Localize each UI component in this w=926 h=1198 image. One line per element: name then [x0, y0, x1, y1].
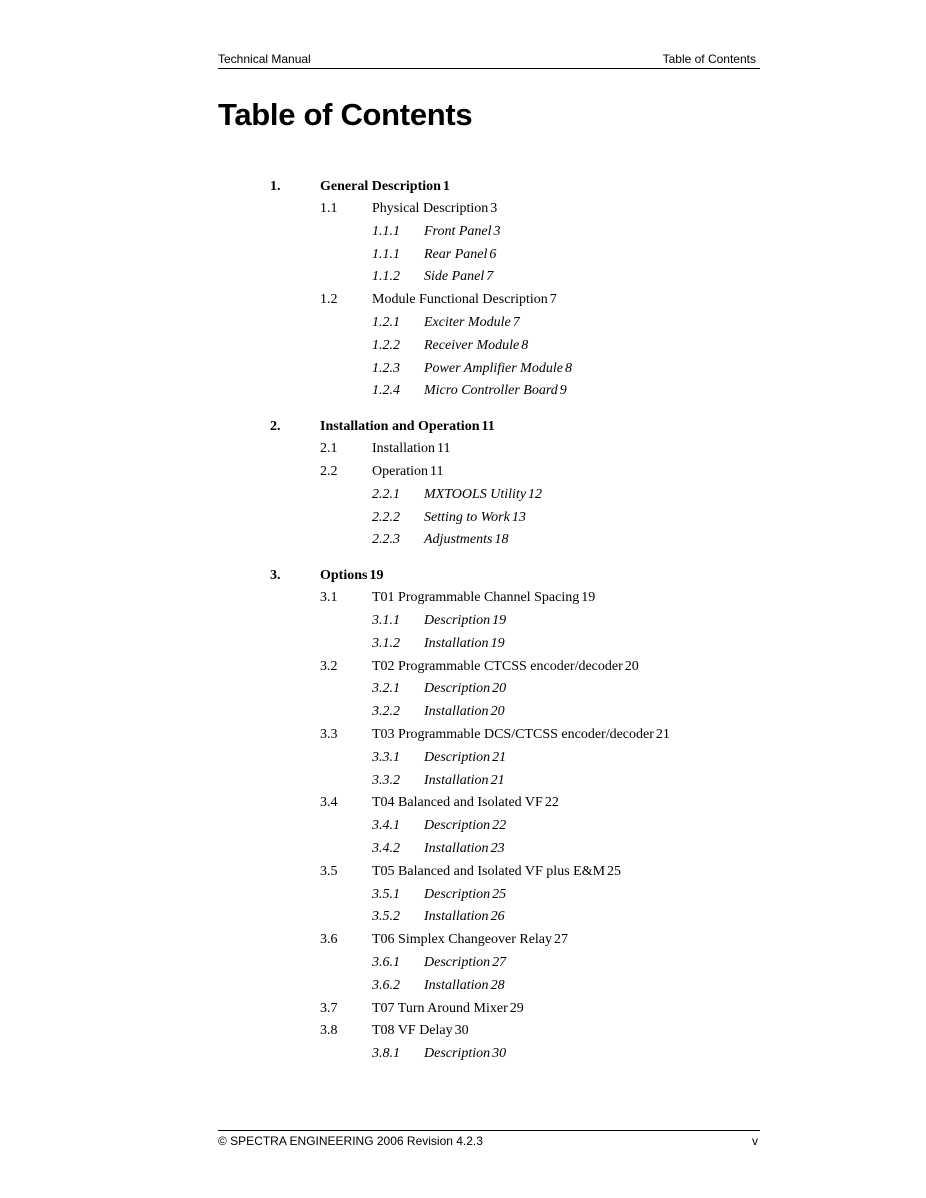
page-title: Table of Contents	[218, 97, 473, 132]
toc-entry-page: 18	[494, 532, 509, 548]
toc-entry-page: 21	[490, 772, 505, 788]
toc-entry-number: 1.2.4	[372, 383, 400, 399]
toc-entry-page: 27	[492, 955, 507, 970]
toc-entry-label: Installation and Operation	[320, 419, 480, 435]
toc-entry-label: T01 Programmable Channel Spacing	[372, 590, 580, 606]
toc-entry-label: T03 Programmable DCS/CTCSS encoder/decoder	[372, 727, 654, 742]
toc-entry-number: 1.1.1	[372, 223, 400, 239]
toc-entry-number: 1.2	[320, 292, 338, 308]
toc-entry-number: 3.	[270, 568, 281, 584]
toc-entry-label: Side Panel	[424, 269, 485, 285]
toc-entry-label: MXTOOLS Utility	[424, 486, 527, 502]
toc-entry-page: 12	[528, 486, 543, 502]
toc-entry-page: 23	[490, 841, 505, 856]
toc-entry-number: 3.1	[320, 590, 338, 606]
toc-entry-number: 3.6.2	[372, 977, 400, 993]
toc-entry-label: Options	[320, 568, 368, 584]
toc-entry-page: 11	[429, 464, 444, 479]
toc-entry-number: 3.6	[320, 932, 338, 948]
toc-entry-number: 3.2.2	[372, 704, 400, 720]
toc-entry-page: 30	[454, 1023, 469, 1039]
toc-entry-label: Description	[424, 613, 491, 628]
toc-entry-label: Installation	[424, 977, 489, 993]
toc-entry-number: 3.3.1	[372, 749, 400, 765]
toc-entry-number: 3.5	[320, 863, 338, 879]
toc-entry-page: 6	[489, 246, 497, 262]
toc-entry-number: 3.4	[320, 795, 338, 811]
toc-entry-page: 21	[655, 727, 670, 742]
toc-entry-label: Description	[424, 818, 491, 834]
toc-entry-number: 3.3	[320, 727, 338, 742]
toc-entry-number: 2.2.1	[372, 486, 400, 502]
toc-entry-page: 1	[442, 179, 450, 194]
toc-entry-page: 27	[554, 932, 569, 948]
toc-entry-number: 2.2	[320, 464, 338, 479]
toc-entry-page: 30	[492, 1046, 507, 1062]
toc-entry-page: 19	[490, 635, 505, 651]
toc-entry-label: Installation	[424, 841, 489, 856]
running-footer	[218, 1130, 760, 1149]
toc-entry-label: Installation	[424, 909, 489, 925]
toc-entry-page: 7	[549, 292, 557, 308]
toc-entry-number: 3.8	[320, 1023, 338, 1039]
toc-entry-label: Installation	[424, 704, 489, 720]
toc-entry-page: 19	[492, 613, 507, 628]
toc-entry-number: 3.1.1	[372, 613, 400, 628]
toc-entry-label: Front Panel	[424, 223, 492, 239]
toc-entry-label: Module Functional Description	[372, 292, 548, 308]
toc-entry-number: 3.4.1	[372, 818, 400, 834]
toc-entry-label: Description	[424, 886, 491, 902]
toc-entry-label: Operation	[372, 464, 428, 479]
toc-entry-label: Description	[424, 681, 491, 697]
footer-page-number: v	[752, 1134, 758, 1148]
toc-entry-label: T02 Programmable CTCSS encoder/decoder	[372, 658, 623, 674]
toc-entry-label: T06 Simplex Changeover Relay	[372, 932, 553, 948]
toc-entry-label: Description	[424, 955, 491, 970]
toc-entry-page: 11	[437, 441, 451, 457]
toc-entry-number: 2.1	[320, 441, 338, 457]
toc-entry-page: 22	[544, 795, 559, 811]
footer-copyright: © SPECTRA ENGINEERING 2006 Revision 4.2.3	[218, 1134, 483, 1148]
toc-entry-label: T08 VF Delay	[372, 1023, 453, 1039]
toc-entry-number: 3.2	[320, 658, 338, 674]
toc-entry-number: 1.2.1	[372, 315, 400, 330]
toc-entry-page: 19	[581, 590, 596, 606]
toc-entry-number: 3.3.2	[372, 772, 400, 788]
toc-entry-page: 7	[512, 315, 520, 330]
toc-entry-number: 1.1.1	[372, 246, 400, 262]
toc-entry-number: 1.2.2	[372, 337, 400, 353]
toc-entry-page: 20	[492, 681, 507, 697]
toc-entry-label: General Description	[320, 179, 441, 194]
toc-entry-label: Exciter Module	[424, 315, 511, 330]
toc-entry-number: 3.5.1	[372, 886, 400, 902]
toc-entry-number: 1.2.3	[372, 360, 400, 376]
toc-entry-number: 2.2.2	[372, 509, 400, 525]
toc-entry-page: 8	[564, 360, 572, 376]
toc-entry-page: 28	[490, 977, 505, 993]
header-section-title: Table of Contents	[662, 52, 756, 66]
toc-entry-label: Description	[424, 749, 491, 765]
toc-entry-label: Rear Panel	[424, 246, 488, 262]
toc-entry-page: 7	[486, 269, 494, 285]
toc-entry-label: T05 Balanced and Isolated VF plus E&M	[372, 863, 606, 879]
toc-entry-label: Description	[424, 1046, 491, 1062]
toc-entry-label: Installation	[424, 635, 489, 651]
toc-entry-label: T04 Balanced and Isolated VF	[372, 795, 543, 811]
toc-entry-page: 13	[511, 509, 526, 525]
toc-entry-label: T07 Turn Around Mixer	[372, 1000, 508, 1016]
toc-entry-page: 19	[369, 568, 384, 584]
toc-entry-label: Power Amplifier Module	[424, 360, 563, 376]
toc-entry-page: 20	[624, 658, 639, 674]
running-header	[218, 50, 760, 69]
toc-entry-label: Setting to Work	[424, 509, 510, 525]
toc-entry-label: Receiver Module	[424, 337, 520, 353]
toc-entry-label: Micro Controller Board	[424, 383, 558, 399]
toc-entry-number: 1.	[270, 179, 281, 194]
toc-entry-label: Physical Description	[372, 201, 489, 216]
header-manual-title: Technical Manual	[218, 52, 311, 66]
toc-entry-number: 3.5.2	[372, 909, 400, 925]
toc-entry-page: 25	[492, 886, 507, 902]
toc-entry-page: 21	[492, 749, 507, 765]
toc-entry-page: 3	[490, 201, 498, 216]
toc-entry-number: 3.4.2	[372, 841, 400, 856]
toc-entry-label: Installation	[372, 441, 435, 457]
toc-entry-number: 3.7	[320, 1000, 338, 1016]
toc-entry-number: 2.	[270, 419, 281, 435]
toc-entry-page: 11	[481, 419, 495, 435]
toc-entry-page: 20	[490, 704, 505, 720]
toc-entry-number: 2.2.3	[372, 532, 400, 548]
toc-entry-number: 3.2.1	[372, 681, 400, 697]
toc-entry-page: 9	[559, 383, 567, 399]
toc-entry-page: 26	[490, 909, 505, 925]
toc-entry-number: 1.1.2	[372, 269, 400, 285]
toc-entry-page: 25	[607, 863, 622, 879]
toc-entry-number: 3.8.1	[372, 1046, 400, 1062]
toc-entry-label: Adjustments	[424, 532, 493, 548]
toc-entry-page: 22	[492, 818, 507, 834]
toc-entry-number: 3.1.2	[372, 635, 400, 651]
toc-entry-page: 3	[493, 223, 501, 239]
toc-entry-number: 3.6.1	[372, 955, 400, 970]
toc-entry-label: Installation	[424, 772, 489, 788]
toc-entry-number: 1.1	[320, 201, 338, 216]
toc-entry-page: 29	[509, 1000, 524, 1016]
toc-entry-page: 8	[521, 337, 529, 353]
